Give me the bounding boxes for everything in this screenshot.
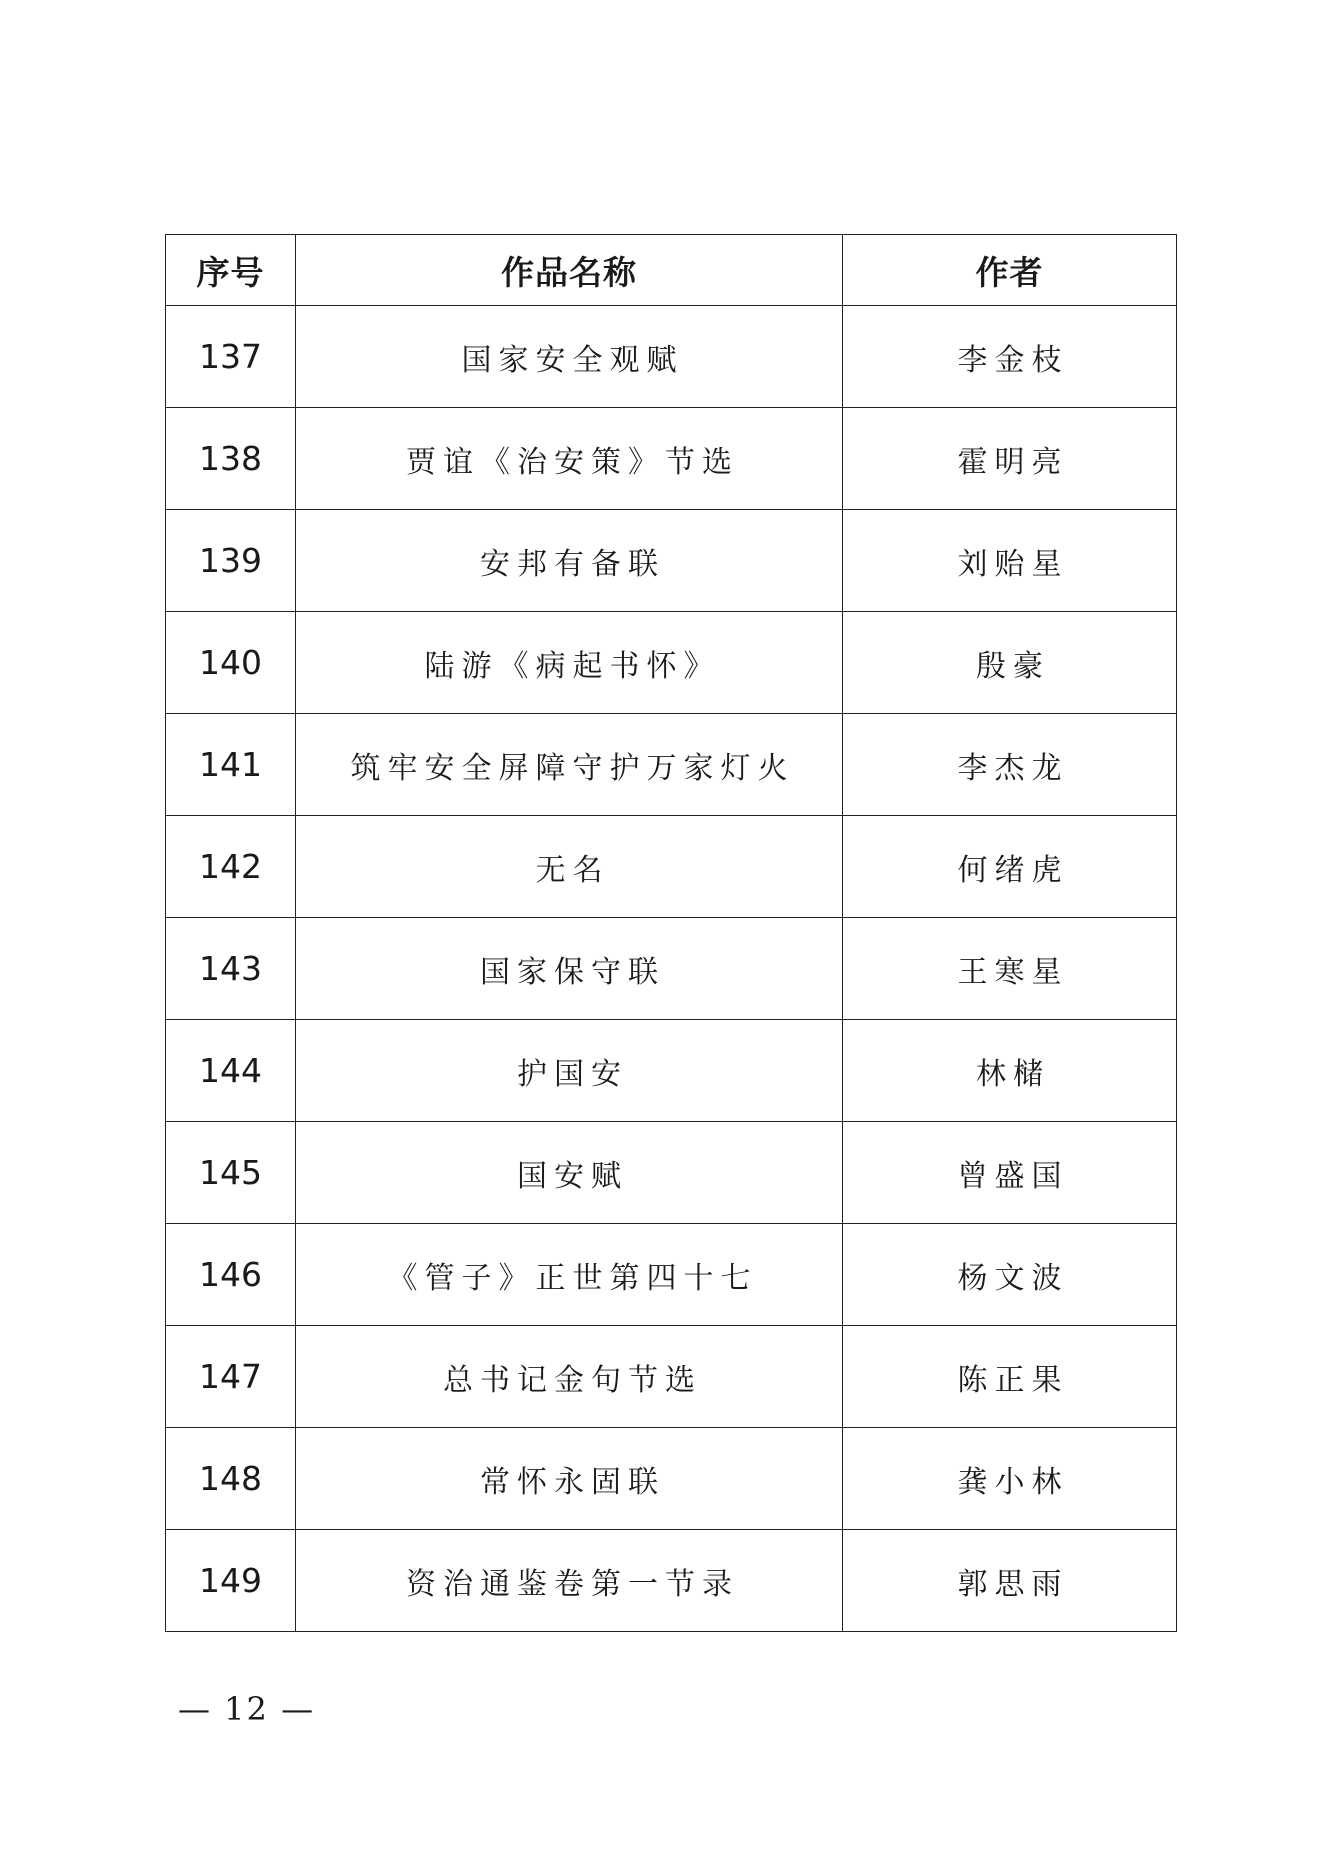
work-title-text: 国家保守联: [480, 954, 665, 990]
author-cell: [843, 1326, 1177, 1428]
author-text: 殷豪: [976, 648, 1050, 684]
serial-number-cell: 140: [166, 612, 296, 714]
work-title-text: 《管子》正世第四十七: [387, 1260, 758, 1296]
work-title-cell: [296, 306, 843, 408]
table-header-row: [166, 235, 1177, 306]
work-title-text: 贾谊《治安策》节选: [406, 444, 739, 480]
table-row: [166, 408, 1177, 510]
serial-number-cell: 139: [166, 510, 296, 612]
header-author: 作者: [843, 235, 1177, 306]
work-title-text: 安邦有备联: [480, 546, 665, 582]
author-cell: [843, 306, 1177, 408]
header-serial-number: 序号: [166, 235, 296, 306]
table-row: [166, 306, 1177, 408]
work-title-cell: [296, 1122, 843, 1224]
work-title-cell: [296, 918, 843, 1020]
author-cell: [843, 1428, 1177, 1530]
work-title-cell: [296, 1326, 843, 1428]
work-title-text: 无名: [535, 852, 610, 888]
work-title-cell: [296, 1020, 843, 1122]
author-text: 曾盛国: [957, 1158, 1069, 1194]
author-text: 郭思雨: [957, 1566, 1069, 1602]
work-title-text: 总书记金句节选: [443, 1362, 702, 1398]
work-title-text: 国安赋: [517, 1158, 628, 1194]
work-title-cell: [296, 816, 843, 918]
author-cell: [843, 1530, 1177, 1632]
author-text: 林槠: [976, 1056, 1050, 1092]
serial-number-cell: 143: [166, 918, 296, 1020]
work-title-text: 常怀永固联: [480, 1464, 665, 1500]
serial-number-cell: 141: [166, 714, 296, 816]
page-number: — 12 —: [178, 1690, 316, 1728]
table-row: [166, 714, 1177, 816]
serial-number-cell: 138: [166, 408, 296, 510]
author-text: 李杰龙: [957, 750, 1069, 786]
table-row: [166, 918, 1177, 1020]
author-cell: [843, 1020, 1177, 1122]
author-cell: [843, 612, 1177, 714]
header-work-title: 作品名称: [296, 235, 843, 306]
work-title-cell: [296, 1224, 843, 1326]
author-text: 何绪虎: [957, 852, 1069, 888]
serial-number-cell: 147: [166, 1326, 296, 1428]
serial-number-cell: 148: [166, 1428, 296, 1530]
work-title-cell: [296, 714, 843, 816]
serial-number-cell: 145: [166, 1122, 296, 1224]
author-text: 龚小林: [957, 1464, 1069, 1500]
work-title-text: 筑牢安全屏障守护万家灯火: [350, 750, 795, 786]
work-title-text: 陆游《病起书怀》: [424, 648, 721, 684]
author-cell: [843, 714, 1177, 816]
work-title-text: 资治通鉴卷第一节录: [406, 1566, 739, 1602]
author-cell: [843, 918, 1177, 1020]
serial-number-cell: 137: [166, 306, 296, 408]
serial-number-cell: 149: [166, 1530, 296, 1632]
author-cell: [843, 510, 1177, 612]
table-row: [166, 612, 1177, 714]
works-table: [165, 234, 1177, 1632]
table-row: [166, 1428, 1177, 1530]
author-cell: [843, 1122, 1177, 1224]
author-text: 王寒星: [957, 954, 1069, 990]
work-title-cell: [296, 510, 843, 612]
serial-number-cell: 142: [166, 816, 296, 918]
table-row: [166, 510, 1177, 612]
author-text: 李金枝: [957, 342, 1069, 378]
work-title-cell: [296, 408, 843, 510]
author-text: 陈正果: [957, 1362, 1069, 1398]
work-title-cell: [296, 1530, 843, 1632]
table-row: [166, 1326, 1177, 1428]
author-cell: [843, 1224, 1177, 1326]
table-row: [166, 816, 1177, 918]
work-title-text: 国家安全观赋: [461, 342, 684, 378]
table-row: [166, 1530, 1177, 1632]
serial-number-cell: 144: [166, 1020, 296, 1122]
table-row: [166, 1224, 1177, 1326]
author-text: 杨文波: [957, 1260, 1069, 1296]
table-row: [166, 1020, 1177, 1122]
work-title-cell: [296, 612, 843, 714]
author-text: 霍明亮: [957, 444, 1069, 480]
table-row: [166, 1122, 1177, 1224]
author-cell: [843, 816, 1177, 918]
author-text: 刘贻星: [957, 546, 1069, 582]
work-title-text: 护国安: [517, 1056, 628, 1092]
serial-number-cell: 146: [166, 1224, 296, 1326]
author-cell: [843, 408, 1177, 510]
work-title-cell: [296, 1428, 843, 1530]
